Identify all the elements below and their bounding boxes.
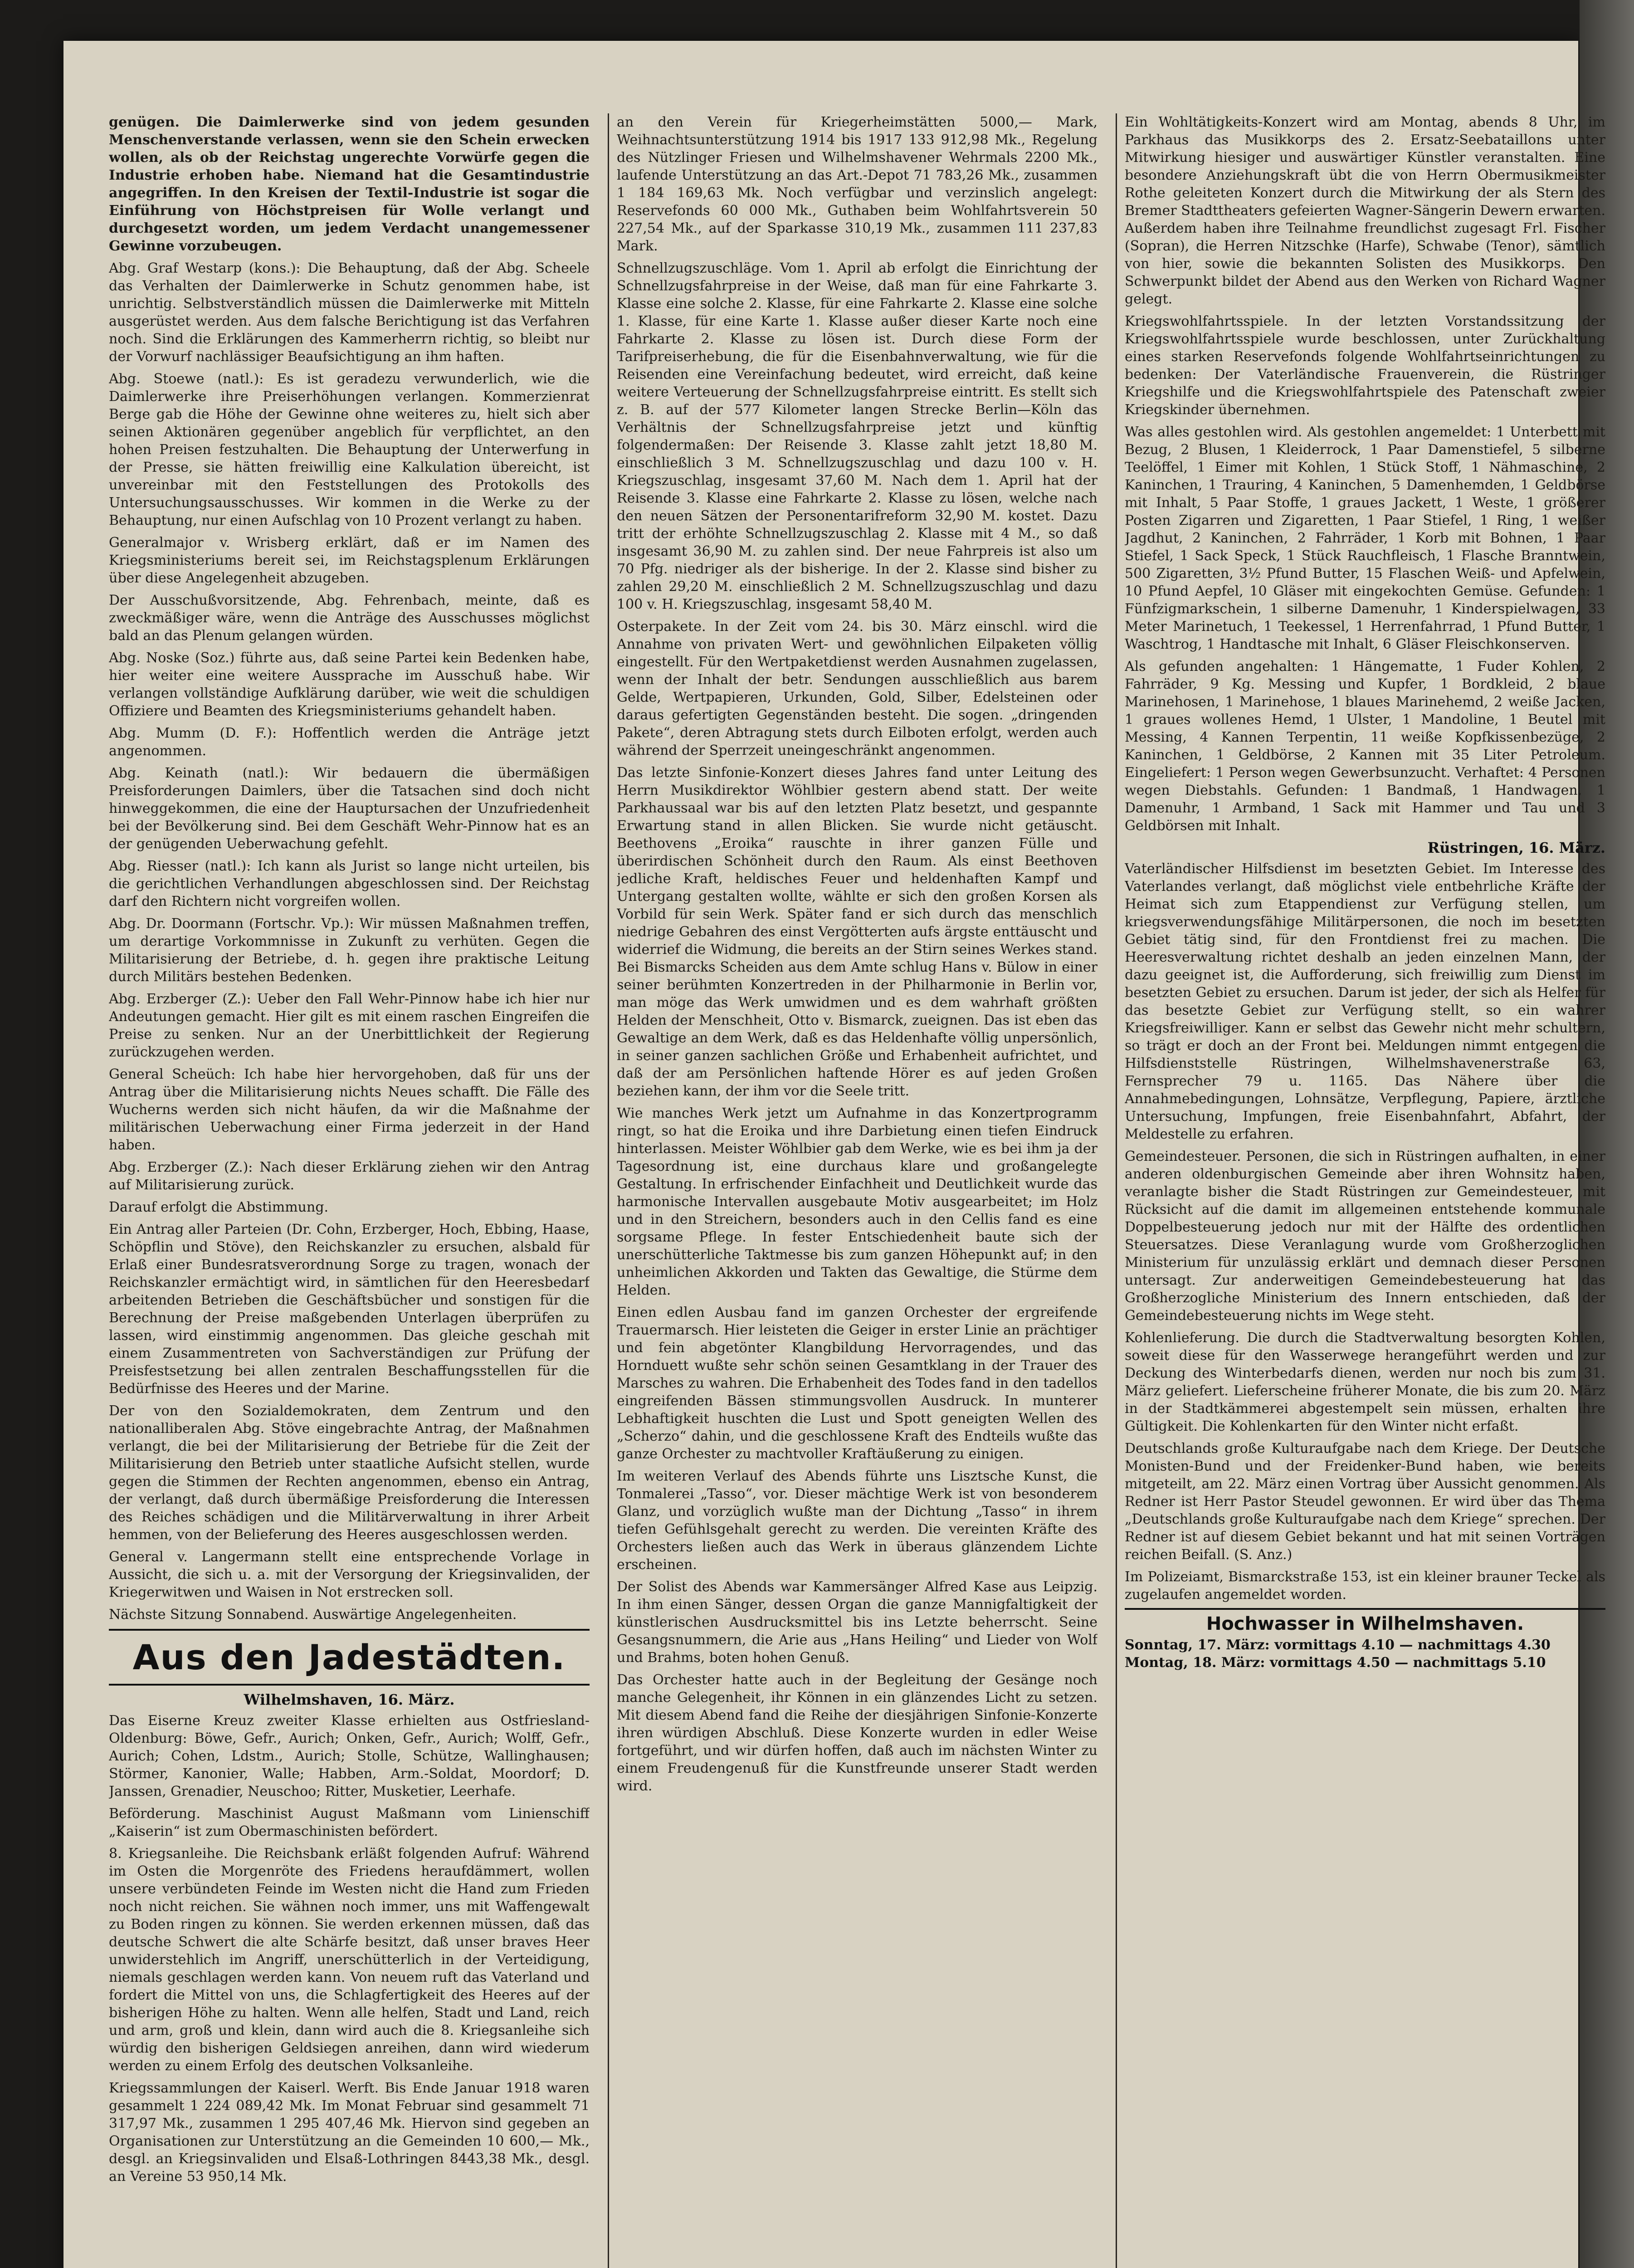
- tide-line: Sonntag, 17. März: vormittags 4.10 — nachmittags 4.30: [1125, 1637, 1551, 1653]
- article-paragraph: Generalmajor v. Wrisberg erklärt, daß er im Namen des Kriegsministeriums bereit sei, im Reichstagsplenum Erklärungen über diese Angelegenheit abzugeben.: [109, 535, 590, 586]
- local-news-paragraph: Das Eiserne Kreuz zweiter Klasse erhielten aus Ostfriesland-Oldenburg: Böwe, Gefr., Aurich; Onken, Gefr., Aurich; Wolff, Gefr., Aurich; Cohen, Ldstm., Aurich; Stolle, Schütze, Wallinghausen; Störmer, Kanonier, Walle; Habben, Arm.-Soldat, Moordorf; D. Janssen, Grenadier, Neuschoo; Ritter, Musketier, Leerhafe.: [109, 1713, 590, 1799]
- dateline: Rüstringen, 16. März.: [1427, 839, 1605, 856]
- columns: [109, 113, 1605, 2268]
- article-paragraph: General v. Langermann stellt eine entsprechende Vorlage in Aussicht, die sich u. a. mit der Versorgung der Kriegsinvaliden, der Kriegerwitwen und Waisen in Not erstrecken soll.: [109, 1549, 590, 1600]
- article-paragraph: Als gefunden angehalten: 1 Hängematte, 1 Fuder Kohlen, 2 Fahrräder, 9 Kg. Messing und Kupfer, 1 Bordkleid, 2 blaue Marinehosen, 1 Marinehose, 1 blaues Marinehemd, 2 weiße Jacken, 1 graues wollenes Hemd, 1 Ulster, 1 Mandoline, 1 Beutel mit Messing, 4 Kannen Terpentin, 11 weiße Kopfkissenbezüge, 2 Kaninchen, 1 Geldbörse, 2 Kannen mit 35 Liter Petroleum. Eingeliefert: 1 Person wegen Gewerbsunzucht. Verhaftet: 4 Personen wegen Diebstahls. Gefunden: 1 Bandmaß, 1 Handwagen, 1 Damenuhr, 1 Armband, 1 Sack mit Hammer und Tau und 3 Geldbörsen mit Inhalt.: [1125, 659, 1605, 834]
- article-paragraph: Das letzte Sinfonie-Konzert dieses Jahres fand unter Leitung des Herrn Musikdirektor Wöhlbier gestern abend statt. Der weite Parkhaussaal war bis auf den letzten Platz besetzt, und gespannte Erwartung stand in allen Blicken. Sie wurde nicht getäuscht. Beethovens „Eroika“ rauschte in ihrer ganzen Fülle und überirdischen Schönheit durch den Raum. Als einst Beethoven jedliche Kraft, heldisches Feuer und heldenhaften Kampf und Untergang gestalten wollte, wählte er sich den großen Korsen als Vorbild für sein Werk. Später fand er sich durch das menschlich niedrige Gebahren des einst Vergötterten aufs ärgste enttäuscht und widerrief die Widmung, die bereits an der Stirn seines Werkes stand. Bei Bismarcks Scheiden aus dem Amte schlug Hans v. Bülow in einer seiner berühmten Konzertreden in der Philharmonie in Berlin vor, man möge das Werk umwidmen und es dem wahrhaft größten Helden der Menschheit, Otto v. Bismarck, zueignen. Das ist eben das Gewaltige an dem Werk, daß es das Heldenhafte völlig unpersönlich, in seiner ganzen sachlichen Größe und Erhabenheit aufrichtet, und daß der am Persönlichen haftende Hörer es auf jeden Großen beziehen kann, der ihm vor die Seele tritt.: [617, 765, 1097, 1099]
- article-paragraph: Der Ausschußvorsitzende, Abg. Fehrenbach, meinte, daß es zweckmäßiger wäre, wenn die Anträge des Ausschusses möglichst bald an das Plenum gelangen würden.: [109, 592, 590, 644]
- article-paragraph: Im weiteren Verlauf des Abends führte uns Lisztsche Kunst, die Tonmalerei „Tasso“, vor. Dieser mächtige Werk ist von besonderem Glanz, und vorzüglich wußte man der Dichtung „Tasso“ in ihrem tiefen Gefühlsgehalt gerecht zu werden. Die vereinten Kräfte des Orchesters ließen auch das Werk in überaus glänzendem Lichte erscheinen.: [617, 1468, 1097, 1573]
- section-title: Aus den Jadestädten.: [132, 1637, 566, 1677]
- local-news-paragraph: Kriegssammlungen der Kaiserl. Werft. Bis Ende Januar 1918 waren gesammelt 1 224 089,42 Mk. Im Monat Februar sind gesammelt 71 317,97 Mk., zusammen 1 295 407,46 Mk. Hiervon sind gegeben an Organisationen zur Unterstützung an die Gemeinden 10 600,— Mk., desgl. an Kriegsinvaliden und Elsaß-Lothringen 8443,38 Mk., desgl. an Vereine 53 950,14 Mk.: [109, 2080, 590, 2185]
- article-paragraph: Ein Wohltätigkeits-Konzert wird am Montag, abends 8 Uhr, im Parkhaus das Musikkorps des 2. Ersatz-Seebataillons unter Mitwirkung hiesiger und auswärtiger Künstler veranstalten. Eine besondere Anziehungskraft übt die von Herrn Obermusikmeister Rothe geleiteten Konzert durch die Mitwirkung der als Stern des Bremer Stadttheaters gefeierten Wagner-Sängerin Dewern erwarten. Außerdem haben ihre Teilnahme freundlichst zugesagt Frl. Fischer (Sopran), die Herren Nitzschke (Harfe), Schwabe (Tenor), sämtlich von hier, sowie die bekannten Solisten des Musikkorps. Den Schwerpunkt bildet der Abend aus den Werken von Richard Wagner gelegt.: [1125, 114, 1605, 307]
- article-paragraph: Abg. Stoewe (natl.): Es ist geradezu verwunderlich, wie die Daimlerwerke ihre Preiserhöhungen verlangen. Kommerzienrat Berge gab die Höhe der Gewinne ohne weiteres zu, hielt sich aber seinen Aktionären gegenüber angeblich für verpflichtet, an den hohen Preisen festzuhalten. Die Behauptung der Unterwerfung in der Presse, sie hätten freiwillig eine Kalkulation übereicht, ist unvereinbar mit den Feststellungen des Protokolls des Untersuchungsausschusses. Wir kommen in die Werke zu der Behauptung, nur einen Aufschlag von 10 Prozent verlangt zu haben.: [109, 371, 590, 528]
- article-paragraph: Schnellzugszuschläge. Vom 1. April ab erfolgt die Einrichtung der Schnellzugsfahrpreise in der Weise, daß man für eine Fahrkarte 3. Klasse eine solche 2. Klasse, für eine Fahrkarte 2. Klasse eine solche 1. Klasse, für eine Karte 1. Klasse außer dieser Karte noch eine Fahrkarte 2. Klasse zu lösen ist. Durch diese Form der Tarifpreiserhebung, die für die Eisenbahnverwaltung, wie für die Reisenden eine Vereinfachung bedeutet, wird erreicht, daß keine weitere Verteuerung der Schnellzugsfahrpreise eintritt. Es stellt sich z. B. auf der 577 Kilometer langen Strecke Berlin—Köln das Verhältnis der Schnellzugsfahrpreise jetzt und künftig folgendermaßen: Der Reisende 3. Klasse zahlt jetzt 18,80 M. einschließlich 3 M. Schnellzugszuschlag und dazu 100 v. H. Kriegszuschlag, insgesamt 37,60 M. Nach dem 1. April hat der Reisende 3. Klasse eine Fahrkarte 2. Klasse zu lösen, welche nach den neuen Sätzen der Personentarifreform 32,90 M. kostet. Dazu tritt der erhöhte Schnellzugszuschlag 2. Klasse mit 4 M., so daß insgesamt 36,90 M. zu zahlen sind. Der neue Fahrpreis ist also um 70 Pfg. niedriger als der bisherige. In der 2. Klasse sind bisher zu zahlen 29,20 M. einschließlich 2 M. Schnellzugszuschlag und dazu 100 v. H. Kriegszuschlag, insgesamt 58,40 M.: [617, 260, 1097, 612]
- article-paragraph: Abg. Keinath (natl.): Wir bedauern die übermäßigen Preisforderungen Daimlers, über die Tatsachen sind doch nicht hinweggekommen, die eine der Hauptursachen der Unzufriedenheit bei der Bevölkerung sind. Bei dem Geschäft Wehr-Pinnow hat es an der genügenden Ueberwachung gefehlt.: [109, 765, 590, 852]
- local-news-paragraph: Vaterländischer Hilfsdienst im besetzten Gebiet. Im Interesse des Vaterlandes verlangt, daß möglichst viele entbehrliche Kräfte der Heimat sich zum Etappendienst zur Verfügung stellen, um kriegsverwendungsfähige Militärpersonen, die noch im besetzten Gebiet tätig sind, für den Frontdienst frei zu machen. Die Heeresverwaltung richtet deshalb an jeden einzelnen Mann, der dazu geeignet ist, die Aufforderung, sich freiwillig zum Dienst im besetzten Gebiet zu ersuchen. Darum ist jeder, der sich als Helfer für das besetzte Gebiet zur Verfügung stellt, so ein wahrer Kriegsfreiwilliger. Kann er selbst das Gewehr nicht mehr schultern, so trägt er doch an der Front bei. Meldungen nimmt entgegen die Hilfsdienststelle Rüstringen, Wilhelmshavenerstraße 63, Fernsprecher 79 u. 1165. Das Nähere über die Annahmebedingungen, Lohnsätze, Verpflegung, Papiere, ärztliche Untersuchung, Impfungen, freie Eisenbahnfahrt, Abfahrt, der Meldestelle zu erfahren.: [1125, 861, 1605, 1142]
- article-paragraph: Darauf erfolgt die Abstimmung.: [109, 1199, 329, 1215]
- article-paragraph: genügen. Die Daimlerwerke sind von jedem gesunden Menschenverstande verlassen, wenn sie den Schein erwecken wollen, als ob der Reichstag ungerechte Vorwürfe gegen die Industrie erhoben habe. Niemand hat die Gesamtindustrie angegriffen. In den Kreisen der Textil-Industrie ist sogar die Einführung von Höchstpreisen für Wolle verlangt und durchgesetzt worden, um jedem Verdacht unangemessener Gewinne vorzubeugen.: [109, 114, 590, 254]
- column-3: [1125, 113, 1605, 2268]
- article-paragraph: Der Solist des Abends war Kammersänger Alfred Kase aus Leipzig. In ihm einen Sänger, dessen Organ die ganze Mannigfaltigkeit der künstlerischen Ausdrucksmittel bis ins Letzte beherrscht. Seine Gesangsnummern, die Arie aus „Hans Heiling“ und Lieder von Wolf und Brahms, boten hohen Genuß.: [617, 1579, 1097, 1666]
- local-news-paragraph: Beförderung. Maschinist August Maßmann vom Linienschiff „Kaiserin“ ist zum Obermaschinisten befördert.: [109, 1806, 590, 1839]
- tide-table: [1125, 1608, 1605, 1671]
- article-paragraph: Abg. Erzberger (Z.): Ueber den Fall Wehr-Pinnow habe ich hier nur Andeutungen gemacht. Hier gilt es mit einem raschen Eingreifen die Preise zu senken. Nur an der Unerbittlichkeit der Regierung zurückzugehen werden.: [109, 991, 590, 1060]
- column-2: [617, 113, 1097, 2268]
- tide-line: Montag, 18. März: vormittags 4.50 — nachmittags 5.10: [1125, 1655, 1546, 1671]
- article-paragraph: Osterpakete. In der Zeit vom 24. bis 30. März einschl. wird die Annahme von privaten Wert- und gewöhnlichen Eilpaketen völlig eingestellt. Für den Wertpaketdienst werden Ausnahmen zugelassen, wenn der Inhalt der betr. Sendungen ausschließlich aus barem Gelde, Wertpapieren, Urkunden, Gold, Silber, Edelsteinen oder daraus gefertigten Gegenständen besteht. Die sogen. „dringenden Pakete“, deren Abtragung stets durch Eilboten erfolgt, werden auch während der Sperrzeit uneingeschränkt angenommen.: [617, 619, 1097, 758]
- article-paragraph: Wie manches Werk jetzt um Aufnahme in das Konzertprogramm ringt, so hat die Eroika und ihre Darbietung einen tiefen Eindruck hinterlassen. Meister Wöhlbier gab dem Werke, wie es bei ihm ja der Tagesordnung ist, eine durchaus klare und großangelegte Gestaltung. In erfrischender Einfachheit und Deutlichkeit wurde das harmonische Intervallen ausgebaute Motiv ausgearbeitet; im Holz und in den Streichern, besonders auch in den Cellis fand es eine sorgsame Pflege. In fester Entschiedenheit baute sich der unerschütterliche Taktmesse bis zum ganzen Höhepunkt auf; in den unheimlichen Akkorden und Takten das Gewaltige, die Stürme dem Helden.: [617, 1105, 1097, 1298]
- article-paragraph: Abg. Graf Westarp (kons.): Die Behauptung, daß der Abg. Scheele das Verhalten der Daimlerwerke in Schutz genommen habe, ist unrichtig. Selbstverständlich müssen die Daimlerwerke mit Mitteln ausgerüstet werden. Aus dem falsche Berichtigung ist das Verfahren noch. Sind die Erklärungen des Kammerherrn richtig, so bleibt nur der Vorwurf nachlässiger Beaufsichtigung an ihm haften.: [109, 260, 590, 365]
- article-paragraph: Abg. Erzberger (Z.): Nach dieser Erklärung ziehen wir den Antrag auf Militarisierung zurück.: [109, 1159, 590, 1193]
- article-paragraph: Ein Antrag aller Parteien (Dr. Cohn, Erzberger, Hoch, Ebbing, Haase, Schöpflin und Stöve), den Reichskanzler zu ersuchen, alsbald für Erlaß einer Bundesratsverordnung Sorge zu tragen, wonach der Reichskanzler ermächtigt wird, in sämtlichen für den Heeresbedarf arbeitenden Betrieben die Geschäftsbücher und sonstigen für die Berechnung der Preise maßgebenden Unterlagen überprüfen zu lassen, wird einstimmig angenommen. Das gleiche geschah mit einem Zusammentreten von Sachverständigen zur Prüfung der Preisfestsetzung bei allen zentralen Beschaffungsstellen für die Bedürfnisse des Heeres und der Marine.: [109, 1222, 590, 1397]
- section-heading-box: [109, 1629, 590, 1686]
- article-paragraph: Nächste Sitzung Sonnabend. Auswärtige Angelegenheiten.: [109, 1607, 517, 1623]
- article-paragraph: Der von den Sozialdemokraten, dem Zentrum und den nationalliberalen Abg. Stöve eingebrachte Antrag, der Maßnahmen verlangt, die bei der Militarisierung der Betriebe für die Zeit der Militarisierung den Betrieb unter staatliche Aufsicht stellen, wurde gegen die Stimmen der Rechten angenommen, ebenso ein Antrag, der verlangt, daß durch übermäßige Preisforderung die Interessen des Reiches schädigen und die Militärverwaltung in ihrer Arbeit hemmen, von der Belieferung des Heeres ausgeschlossen werden.: [109, 1403, 590, 1543]
- article-paragraph: Abg. Mumm (D. F.): Hoffentlich werden die Anträge jetzt angenommen.: [109, 725, 590, 759]
- local-news-paragraph: Kohlenlieferung. Die durch die Stadtverwaltung besorgten Kohlen, soweit diese für den Wasserwege herangeführt werden und zur Deckung des Winterbedarfs dienen, werden nur noch bis zum 31. März geliefert. Lieferscheine früherer Monate, die bis zum 20. März in der Stadtkämmerei abgestempelt sein müssen, erhalten ihre Gültigkeit. Die Kohlenkarten für den Winter nicht erfaßt.: [1125, 1330, 1605, 1434]
- article-paragraph: Kriegswohlfahrtsspiele. In der letzten Vorstandssitzung der Kriegswohlfahrtsspiele wurde beschlossen, unter Zurückhaltung eines starken Reservefonds folgende Wohlfahrtseinrichtungen zu bedenken: Der Vaterländische Frauenverein, die Rüstringer Kriegshilfe und die Kriegswohlfahrtspiele des Patenschaft zweier Kriegskinder übernehmen.: [1125, 313, 1605, 418]
- local-news-paragraph: Im Polizeiamt, Bismarckstraße 153, ist ein kleiner brauner Teckel als zugelaufen angemeldet worden.: [1125, 1569, 1605, 1603]
- local-news-paragraph: 8. Kriegsanleihe. Die Reichsbank erläßt folgenden Aufruf: Während im Osten die Morgenröte des Friedens heraufdämmert, wollen unsere verbündeten Feinde im Westen nicht die Hand zum Frieden noch nicht reichen. Sie wähnen noch immer, uns mit Waffengewalt zu Boden ringen zu können. Sie werden erkennen müssen, daß das deutsche Schwert die alte Schärfe besitzt, daß unser braves Heer unwiderstehlich im Angriff, unerschütterlich in der Verteidigung, niemals geschlagen werden kann. Von neuem ruft das Vaterland und fordert die Mittel von uns, die Schlagfertigkeit des Heeres auf der bisherigen Höhe zu halten. Wenn alle helfen, Stadt und Land, reich und arm, groß und klein, dann wird auch die 8. Kriegsanleihe sich würdig den bisherigen Geldsiegen anreihen, dann wird wiederum werden zu einem Erfolg des deutschen Volksanleihe.: [109, 1846, 590, 2074]
- article-paragraph: Einen edlen Ausbau fand im ganzen Orchester der ergreifende Trauermarsch. Hier leisteten die Geiger in erster Linie an prächtiger und fein abgetönter Klangbildung Hervorragendes, und das Hornduett wußte sehr schön seinen Gesamtklang in der Trauer des Marsches zu wahren. Die Erhabenheit des Todes fand in den tadellos eingreifenden Bässen stimmungsvollen Ausdruck. In munterer Lebhaftigkeit huschten die Lust und Spott geneigten Wellen des „Scherzo“ dahin, und die geschlossene Kraft des Endteils wußte das ganze Orchester zu machtvoller Kraftäußerung zu einigen.: [617, 1305, 1097, 1462]
- article-paragraph: Das Orchester hatte auch in der Begleitung der Gesänge noch manche Gelegenheit, ihr Können in ein glänzendes Licht zu setzen. Mit diesem Abend fand die Reihe der diesjährigen Sinfonie-Konzerte ihren würdigen Abschluß. Diese Konzerte wurden in edler Weise fortgeführt, und wir dürfen hoffen, daß auch im nächsten Winter zu einem Freudengenuß für die Kunstfreunde unserer Stadt werden wird.: [617, 1672, 1097, 1794]
- tide-title: Hochwasser in Wilhelmshaven.: [1206, 1613, 1524, 1634]
- local-news-paragraph: Gemeindesteuer. Personen, die sich in Rüstringen aufhalten, in einer anderen oldenburgischen Gemeinde aber ihren Wohnsitz haben, veranlagte bisher die Stadt Rüstringen zur Gemeindesteuer, mit Rücksicht auf die damit im allgemeinen entstehende kommunale Doppelbesteuerung jedoch nur mit der Hälfte des ordentlichen Steuersatzes. Diese Veranlagung wurde vom Großherzoglichen Ministerium für unzulässig erklärt und demnach dieser Personen untersagt. Zur anderweitigen Gemeindebesteuerung hat das Großherzogliche Ministerium des Innern entschieden, daß der Gemeindebesteuerung nichts im Wege steht.: [1125, 1149, 1605, 1324]
- article-paragraph: Abg. Riesser (natl.): Ich kann als Jurist so lange nicht urteilen, bis die gerichtlichen Verhandlungen abgeschlossen sind. Der Reichstag darf den Richtern nicht vorgreifen wollen.: [109, 858, 590, 909]
- dateline: Wilhelmshaven, 16. März.: [244, 1691, 455, 1708]
- column-1: [109, 113, 590, 2268]
- article-paragraph: General Scheüch: Ich habe hier hervorgehoben, daß für uns der Antrag über die Militarisierung nichts Neues schafft. Die Fälle des Wucherns werden sich nicht häufen, da wir die Maßnahme der militärischen Ueberwachung einer Firma jederzeit in der Hand haben.: [109, 1066, 590, 1153]
- local-news-paragraph: Deutschlands große Kulturaufgabe nach dem Kriege. Der Deutsche Monisten-Bund und der Freidenker-Bund haben, wie bereits mitgeteilt, am 22. März einen Vortrag über Aussicht genommen. Als Redner ist Herr Pastor Steudel gewonnen. Er wird über das Thema „Deutschlands große Kulturaufgabe nach dem Kriege“ sprechen. Der Redner ist auf diesem Gebiet bekannt und hat mit seinen Vorträgen reichen Beifall. (S. Anz.): [1125, 1441, 1605, 1563]
- article-paragraph: an den Verein für Kriegerheimstätten 5000,— Mark, Weihnachtsunterstützung 1914 bis 1917 133 912,98 Mk., Regelung des Nützlinger Friesen und Wilhelmshavener Wehrmals 2200 Mk., laufende Unterstützung an das Art.-Depot 71 783,26 Mk., zusammen 1 184 169,63 Mk. Noch verfügbar und verzinslich angelegt: Reservefonds 60 000 Mk., Guthaben beim Wohlfahrtsverein 50 227,54 Mk., auf der Sparkasse 310,19 Mk., zusammen 111 237,83 Mark.: [617, 114, 1097, 254]
- article-paragraph: Abg. Dr. Doormann (Fortschr. Vp.): Wir müssen Maßnahmen treffen, um derartige Vorkommnisse in Zukunft zu verhüten. Gegen die Militarisierung der Betriebe, d. h. gegen ihre praktische Leitung durch Militärs bestehen Bedenken.: [109, 916, 590, 985]
- article-paragraph: Was alles gestohlen wird. Als gestohlen angemeldet: 1 Unterbett mit Bezug, 2 Blusen, 1 Kleiderrock, 1 Paar Damenstiefel, 5 silberne Teelöffel, 1 Eimer mit Kohlen, 1 Stück Stoff, 1 Nähmaschine, 2 Kaninchen, 1 Trauring, 4 Kaninchen, 5 Damenhemden, 1 Geldbörse mit Inhalt, 5 Paar Stoffe, 1 graues Jackett, 1 Weste, 1 größerer Posten Zigarren und Zigaretten, 1 Paar Stiefel, 1 Ring, 1 weißer Jagdhut, 2 Kaninchen, 2 Fahrräder, 1 Korb mit Bohnen, 1 Paar Stiefel, 1 Sack Speck, 1 Stück Rauchfleisch, 1 Flasche Branntwein, 500 Zigaretten, 3½ Pfund Butter, 15 Flaschen Weiß- und Apfelwein, 10 Pfund Aepfel, 10 Gläser mit eingekochten Gemüse. Gefunden: 1 Fünfzigmarkschein, 1 silberne Damenuhr, 1 Kinderspielwagen, 33 Meter Marinetuch, 1 Teekessel, 1 Herrenfahrrad, 1 Pfund Butter, 1 Waschtrog, 1 Handtasche mit Inhalt, 6 Gläser Fleischkonserven.: [1125, 424, 1605, 652]
- article-paragraph: Abg. Noske (Soz.) führte aus, daß seine Partei kein Bedenken habe, hier weiter eine weitere Aussprache im Ausschuß habe. Wir verlangen vollständige Aufklärung darüber, wie weit die schuldigen Offiziere und Beamten des Kriegsministeriums gehandelt haben.: [109, 650, 590, 719]
